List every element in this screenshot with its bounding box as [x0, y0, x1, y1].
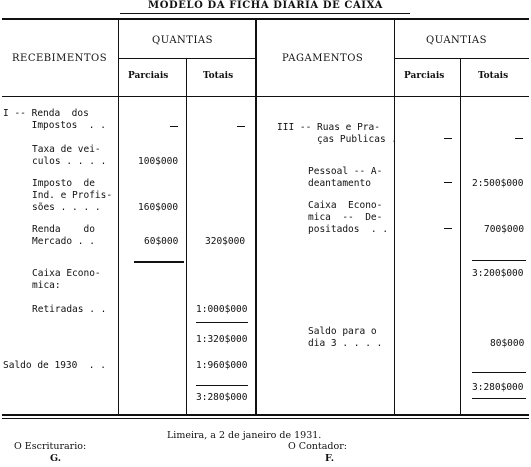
header-pagamentos: PAGAMENTOS [282, 53, 364, 64]
right-pessoal-line2: deantamento [308, 178, 371, 189]
left-mercado-total: 320$000 [205, 236, 246, 247]
right-ruas-total-dash [515, 138, 523, 139]
right-grand-total-underline [472, 398, 526, 399]
header-quantias-right: QUANTIAS [426, 35, 487, 46]
col-divider-1 [118, 18, 119, 416]
left-mercado-line2: Mercado . . [32, 236, 95, 247]
left-caixa-line1: Caixa Econo- [32, 268, 101, 279]
right-saldo-line1: Saldo para o [308, 326, 377, 337]
header-totais-right: Totais [478, 71, 509, 81]
right-caixa-line3: positados . . [308, 224, 389, 235]
footer-escriturario-label: O Escriturario: [14, 441, 87, 452]
left-saldo: Saldo de 1930 . . [3, 360, 106, 371]
col-divider-2 [186, 58, 187, 416]
left-renda-impostos-parcial-dash [170, 126, 178, 127]
left-retiradas-total: 1:000$000 [196, 304, 248, 315]
right-grand-total-rule [472, 372, 526, 373]
right-subtotal-rule [472, 260, 526, 261]
table-bottom-rule-2 [2, 418, 529, 419]
table-bottom-rule [2, 414, 529, 416]
right-caixa-line2: mica -- De- [308, 212, 383, 223]
title-underline [120, 13, 410, 14]
right-quantias-rule [394, 58, 529, 59]
right-subtotal: 3:200$000 [472, 268, 524, 279]
header-quantias-left: QUANTIAS [152, 35, 213, 46]
left-imposto-line2: Ind. e Profis- [32, 190, 113, 201]
right-caixa-parcial-dash [444, 228, 452, 229]
right-pessoal-line1: Pessoal -- A- [308, 166, 383, 177]
left-grand-total-rule [196, 385, 248, 386]
col-divider-center [255, 18, 257, 416]
col-divider-3 [394, 18, 395, 416]
left-renda-impostos-line1: I -- Renda dos [3, 108, 89, 119]
header-parciais-right: Parciais [404, 71, 445, 81]
footer-contador-name: F. [325, 453, 335, 464]
right-ruas-line1: III -- Ruas e Pra- [277, 122, 380, 133]
left-caixa-line2: mica: [32, 280, 61, 291]
left-renda-impostos-line2: Impostos . . [3, 120, 106, 131]
left-retiradas: Retiradas . . [32, 304, 107, 315]
left-grand-total: 3:280$000 [196, 392, 248, 403]
left-imposto-line1: Imposto de [32, 178, 95, 189]
left-imposto-parcial: 160$000 [138, 202, 179, 213]
right-caixa-line1: Caixa Econo- [308, 200, 383, 211]
right-saldo-line2: dia 3 . . . . [308, 338, 383, 349]
footer-contador-label: O Contador: [288, 441, 347, 452]
right-saldo-total: 80$000 [490, 338, 525, 349]
left-mercado-line1: Renda do [32, 224, 95, 235]
left-mercado-parcial: 60$000 [144, 236, 179, 247]
header-bottom-rule [2, 96, 529, 97]
document-title: MODELO DA FICHA DIARIA DE CAIXA [148, 0, 383, 11]
right-ruas-line2: ças Publicas . [277, 134, 398, 145]
left-imposto-line3: sões . . . . [32, 202, 101, 213]
col-divider-4 [460, 58, 461, 416]
left-taxa-parcial: 100$000 [138, 156, 179, 167]
right-grand-total: 3:280$000 [472, 382, 524, 393]
header-parciais-left: Parciais [128, 71, 169, 81]
left-taxa-line1: Taxa de vei- [32, 144, 101, 155]
left-parcial-sum-rule [134, 261, 184, 263]
left-subtotal-rule [196, 322, 248, 323]
left-saldo-total: 1:960$000 [196, 360, 248, 371]
right-ruas-parcial-dash [444, 138, 452, 139]
header-totais-left: Totais [203, 71, 234, 81]
table-top-rule [2, 18, 529, 20]
right-pessoal-total: 2:500$000 [472, 178, 524, 189]
header-recebimentos: RECEBIMENTOS [12, 53, 108, 64]
left-renda-impostos-total-dash [237, 126, 245, 127]
right-pessoal-parcial-dash [444, 182, 452, 183]
footer-escriturario-name: G. [50, 453, 62, 464]
footer-place-date: Limeira, a 2 de janeiro de 1931. [167, 430, 322, 441]
right-caixa-total: 700$000 [484, 224, 525, 235]
left-subtotal: 1:320$000 [196, 334, 248, 345]
left-taxa-line2: culos . . . . [32, 156, 107, 167]
